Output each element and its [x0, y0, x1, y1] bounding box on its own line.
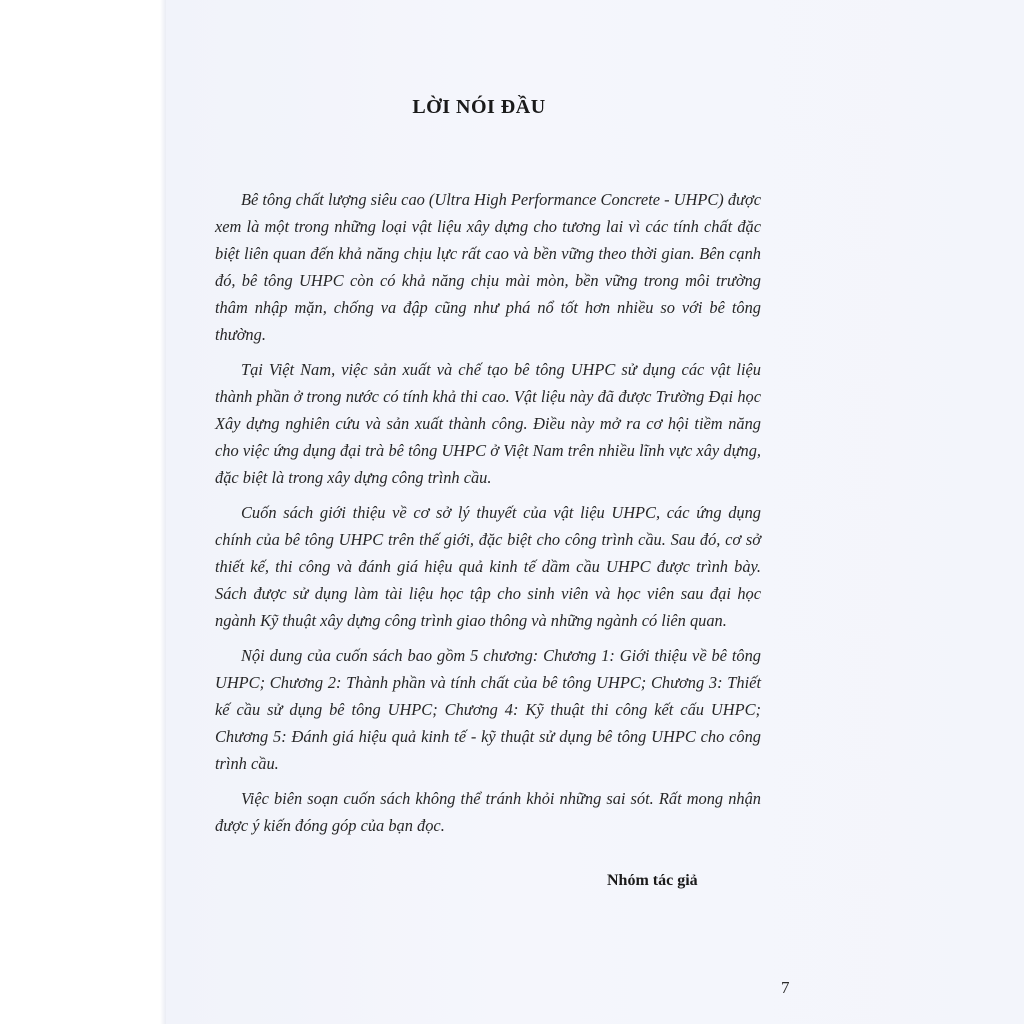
paragraph-chapters: Nội dung của cuốn sách bao gồm 5 chương: Chương 1: Giới thiệu về bê tông UHPC; Chương 2: Thành phần và tính chất của bê tông UHPC; Chương 3: Thiết kế cầu sử dụng bê tông UHPC; Chương 4: Kỹ thuật thi công kết cấu UHPC; Chương 5: Đánh giá hiệu quả kinh tế - kỹ thuật sử dụng bê tông UHPC cho công trình cầu. [215, 646, 761, 773]
paragraph-book-scope: Cuốn sách giới thiệu về cơ sở lý thuyết của vật liệu UHPC, các ứng dụng chính của bê tông UHPC trên thế giới, đặc biệt cho công trình cầu. Sau đó, cơ sở thiết kế, thi công và đánh giá hiệu quả kinh tế dầm cầu UHPC được trình bày. Sách được sử dụng làm tài liệu học tập cho sinh viên và học viên sau đại học ngành Kỹ thuật xây dựng công trình giao thông và những ngành có liên quan. [215, 503, 761, 630]
paragraph-vietnam: Tại Việt Nam, việc sản xuất và chế tạo bê tông UHPC sử dụng các vật liệu thành phần ở trong nước có tính khả thi cao. Vật liệu này đã được Trường Đại học Xây dựng nghiên cứu và sản xuất thành công. Điều này mở ra cơ hội tiềm năng cho việc ứng dụng đại trà bê tông UHPC ở Việt Nam trên nhiều lĩnh vực xây dựng, đặc biệt là trong xây dựng công trình cầu. [215, 360, 761, 487]
paragraph-closing: Việc biên soạn cuốn sách không thể tránh khỏi những sai sót. Rất mong nhận được ý kiến đóng góp của bạn đọc. [215, 789, 761, 835]
page-title: LỜI NÓI ĐẦU [412, 96, 546, 118]
paragraph-intro: Bê tông chất lượng siêu cao (Ultra High Performance Concrete - UHPC) được xem là một trong những loại vật liệu xây dựng cho tương lai vì các tính chất đặc biệt liên quan đến khả năng chịu lực rất cao và bền vững theo thời gian. Bên cạnh đó, bê tông UHPC còn có khả năng chịu mài mòn, bền vững trong môi trường thâm nhập mặn, chống va đập cũng như phá nổ tốt hơn nhiều so với bê tông thường. [215, 190, 762, 344]
preface-body [215, 186, 761, 847]
page-number: 7 [781, 978, 790, 997]
author-signature: Nhóm tác giả [607, 872, 698, 889]
